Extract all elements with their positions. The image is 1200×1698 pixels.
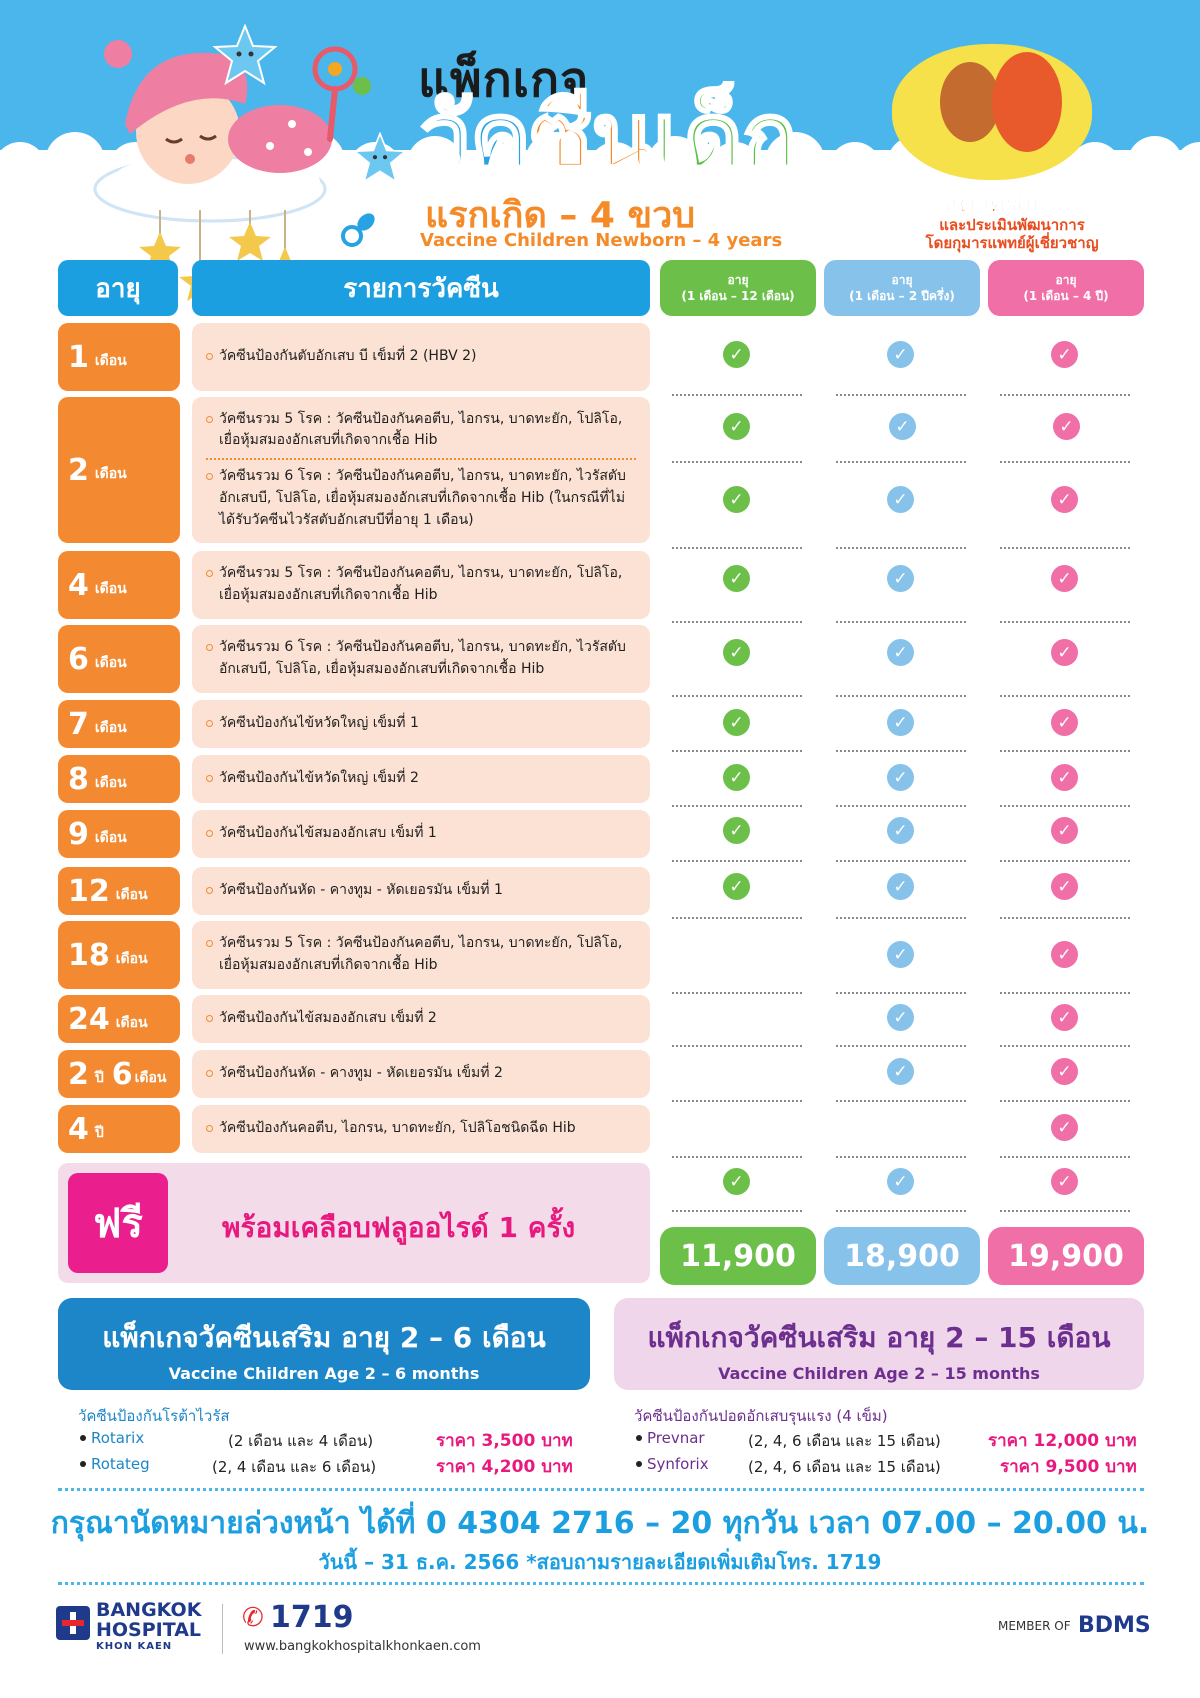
row-separator: [672, 805, 802, 807]
addon-title: แพ็กเกจวัคซีนเสริม อายุ 2 – 6 เดือน: [102, 1321, 546, 1354]
bullet-icon: [206, 1070, 213, 1077]
logo-line-2: HOSPITAL: [96, 1618, 202, 1641]
age-unit: เดือน: [115, 951, 148, 967]
vaccine-text: วัคซีนรวม 5 โรค : วัคซีนป้องกันคอตีบ, ไอกรน, บาดทะยัก, โปลิโอ, เยื่อหุ้มสมองอักเสบที่เกิดจากเชื้อ Hib: [219, 565, 623, 603]
addon-package-left: [58, 1298, 590, 1390]
row-separator: [1000, 547, 1130, 549]
check-icon: ✓: [723, 1168, 750, 1195]
check-icon: ✓: [887, 565, 914, 592]
row-separator: [1000, 750, 1130, 752]
bullet-icon: [206, 775, 213, 782]
age-unit: เดือน: [94, 830, 127, 846]
row-separator: [672, 1210, 802, 1212]
addon-title: แพ็กเกจวัคซีนเสริม อายุ 2 – 15 เดือน: [647, 1321, 1111, 1354]
age-cell: [58, 625, 180, 693]
bullet-icon: [206, 1125, 213, 1132]
row-separator: [836, 805, 966, 807]
row-separator: [1000, 805, 1130, 807]
sleeping-baby-illustration: [70, 14, 350, 234]
age-number-2: 6: [111, 1056, 133, 1092]
row-separator: [1000, 461, 1130, 463]
age-number: 6: [68, 641, 89, 677]
footer-divider: [222, 1604, 223, 1654]
check-icon: ✓: [1051, 1114, 1078, 1141]
row-separator: [672, 750, 802, 752]
addon-left-item-1: [80, 1429, 144, 1447]
age-number: 9: [68, 816, 89, 852]
row-separator: [836, 461, 966, 463]
phone-icon: ✆: [242, 1603, 264, 1633]
age-cell: [58, 995, 180, 1043]
row-separator: [1000, 695, 1130, 697]
column-head-package-2: [824, 260, 980, 316]
bullet-icon: [206, 830, 213, 837]
row-separator: [836, 917, 966, 919]
member-of-label: MEMBER OF: [998, 1619, 1071, 1633]
bullet-icon: [636, 1435, 642, 1441]
check-icon: ✓: [887, 1168, 914, 1195]
row-separator: [836, 750, 966, 752]
vaccine-cell: [192, 921, 650, 989]
addon-item-name: Rotarix: [91, 1429, 145, 1447]
hospital-logo-icon: [56, 1606, 90, 1640]
vaccine-item: [206, 1063, 636, 1085]
check-icon: ✓: [723, 341, 750, 368]
row-separator: [672, 917, 802, 919]
inject-subtitle-1: และประเมินพัฒนาการ: [939, 216, 1085, 234]
age-number: 1: [68, 339, 89, 375]
table-head-age: อายุ: [58, 260, 178, 316]
rattle-toy-icon: [310, 44, 380, 144]
row-separator: [672, 461, 802, 463]
check-icon: ✓: [723, 486, 750, 513]
column-head-range: (1 เดือน – 4 ปี): [1023, 289, 1109, 303]
addon-left-item-2: [80, 1455, 150, 1473]
age-cell: [58, 810, 180, 858]
bullet-icon: [206, 570, 213, 577]
check-icon: ✓: [1051, 1058, 1078, 1085]
age-unit: เดือน: [94, 655, 127, 671]
check-icon: ✓: [1051, 941, 1078, 968]
row-separator: [1000, 992, 1130, 994]
free-badge: ฟรี: [68, 1173, 168, 1273]
vaccine-separator: [206, 458, 636, 460]
check-icon: ✓: [1051, 873, 1078, 900]
age-unit: เดือน: [94, 775, 127, 791]
doctor-figure: [992, 52, 1062, 152]
dotted-divider: [58, 1582, 1144, 1585]
vaccine-text: วัคซีนป้องกันคอตีบ, ไอกรน, บาดทะยัก, โปลิโอชนิดฉีด Hib: [219, 1120, 576, 1137]
addon-right-item-1-schedule: (2, 4, 6 เดือน และ 15 เดือน): [748, 1432, 941, 1450]
inject-subtitle-2: โดยกุมารแพทย์ผู้เชี่ยวชาญ: [925, 234, 1099, 252]
appointment-text: กรุณานัดหมายล่วงหน้า ได้ที่ 0 4304 2716 – 20 ทุกวัน เวลา 07.00 – 20.00 น.: [50, 1506, 1150, 1541]
age-unit-2: เดือน: [134, 1070, 167, 1086]
table-head-vaccine-list: รายการวัคซีน: [192, 260, 650, 316]
row-separator: [1000, 860, 1130, 862]
child-figure: [940, 62, 1000, 142]
age-unit: ปี: [94, 1125, 104, 1141]
check-icon: ✓: [887, 486, 914, 513]
age-number: 4: [68, 1111, 89, 1147]
price-package-2: 18,900: [824, 1227, 980, 1285]
row-separator: [1000, 1210, 1130, 1212]
addon-right-heading: วัคซีนป้องกันปอดอักเสบรุนแรง (4 เข็ม): [634, 1407, 888, 1425]
check-icon: ✓: [889, 413, 916, 440]
doctor-illustration: [892, 44, 1092, 180]
check-icon: ✓: [1051, 639, 1078, 666]
check-icon: ✓: [723, 873, 750, 900]
row-separator: [672, 394, 802, 396]
vaccine-cell: [192, 397, 650, 543]
row-separator: [836, 621, 966, 623]
addon-left-item-2-price: ราคา 4,200 บาท: [436, 1457, 573, 1477]
row-separator: [672, 695, 802, 697]
validity-text: วันนี้ – 31 ธ.ค. 2566 *สอบถามรายละเอียดเพิ่มเติมโทร. 1719: [318, 1550, 882, 1574]
price-package-1: 11,900: [660, 1227, 816, 1285]
addon-left-heading: วัคซีนป้องกันโรต้าไวรัส: [78, 1407, 230, 1425]
addon-right-item-1-price: ราคา 12,000 บาท: [988, 1431, 1137, 1451]
addon-right-item-2: [636, 1455, 709, 1473]
vaccine-item: [206, 637, 636, 680]
title-age-range: แรกเกิด – 4 ขวบ: [425, 195, 696, 236]
age-number: 8: [68, 761, 89, 797]
bullet-icon: [206, 720, 213, 727]
check-icon: ✓: [723, 565, 750, 592]
row-separator: [1000, 394, 1130, 396]
age-unit: เดือน: [94, 720, 127, 736]
addon-right-item-2-price: ราคา 9,500 บาท: [1000, 1457, 1137, 1477]
vaccine-text: วัคซีนป้องกันไข้หวัดใหญ่ เข็มที่ 1: [219, 715, 419, 732]
title-children-vaccine: [420, 84, 798, 189]
age-number: 18: [68, 937, 110, 973]
star-face-icon: [212, 24, 278, 86]
bullet-icon: [636, 1461, 642, 1467]
age-cell: [58, 755, 180, 803]
row-separator: [672, 621, 802, 623]
vaccine-cell: [192, 700, 650, 748]
hospital-logo-text: [96, 1601, 201, 1641]
website-link[interactable]: www.bangkokhospitalkhonkaen.com: [244, 1639, 481, 1654]
check-icon: ✓: [723, 639, 750, 666]
row-separator: [836, 547, 966, 549]
check-icon: ✓: [1051, 764, 1078, 791]
addon-subtitle: Vaccine Children Age 2 – 15 months: [718, 1364, 1040, 1383]
row-separator: [672, 1100, 802, 1102]
row-separator: [672, 1156, 802, 1158]
check-icon: ✓: [1051, 709, 1078, 736]
vaccine-text: วัคซีนป้องกันไข้สมองอักเสบ เข็มที่ 1: [219, 825, 437, 842]
free-fluoride-text: พร้อมเคลือบฟลูออไรด์ 1 ครั้ง: [222, 1211, 576, 1244]
row-separator: [672, 547, 802, 549]
age-cell: [58, 1050, 180, 1098]
vaccine-text: วัคซีนป้องกันหัด - คางทูม - หัดเยอรมัน เข็มที่ 1: [219, 882, 503, 899]
vaccine-cell: [192, 867, 650, 915]
check-icon: ✓: [1053, 413, 1080, 440]
addon-left-item-1-price: ราคา 3,500 บาท: [436, 1431, 573, 1451]
age-number: 24: [68, 1001, 110, 1037]
bullet-icon: [206, 940, 213, 947]
check-icon: ✓: [887, 1004, 914, 1031]
vaccine-cell: [192, 323, 650, 391]
check-icon: ✓: [1051, 1004, 1078, 1031]
age-unit: เดือน: [115, 887, 148, 903]
addon-item-name: Synforix: [647, 1455, 709, 1473]
vaccine-item: [206, 1008, 636, 1030]
bdms-logo: BDMS: [1078, 1613, 1151, 1638]
row-separator: [836, 394, 966, 396]
column-head-label: อายุ: [1055, 272, 1077, 287]
check-icon: ✓: [1051, 486, 1078, 513]
phone-number: 1719: [270, 1600, 354, 1635]
check-icon: ✓: [1051, 817, 1078, 844]
row-separator: [1000, 1100, 1130, 1102]
bullet-icon: [80, 1435, 86, 1441]
dotted-divider: [58, 1488, 1144, 1491]
vaccine-item: [206, 563, 636, 606]
age-number: 12: [68, 873, 110, 909]
age-unit: เดือน: [94, 581, 127, 597]
row-separator: [1000, 621, 1130, 623]
vaccine-text: วัคซีนรวม 5 โรค : วัคซีนป้องกันคอตีบ, ไอกรน, บาดทะยัก, โปลิโอ, เยื่อหุ้มสมองอักเสบที่เกิดจากเชื้อ Hib: [219, 410, 623, 449]
vaccine-text: วัคซีนรวม 5 โรค : วัคซีนป้องกันคอตีบ, ไอกรน, บาดทะยัก, โปลิโอ, เยื่อหุ้มสมองอักเสบที่เกิดจากเชื้อ Hib: [219, 935, 623, 973]
row-separator: [836, 1045, 966, 1047]
column-head-package-1: [660, 260, 816, 316]
age-unit: ปี: [94, 1070, 104, 1086]
vaccine-item: [206, 346, 636, 368]
addon-package-right: [614, 1298, 1144, 1390]
vaccine-item: [206, 466, 636, 531]
vaccine-item: [206, 1118, 636, 1140]
vaccine-text: วัคซีนรวม 6 โรค : วัคซีนป้องกันคอตีบ, ไอกรน, บาดทะยัก, ไวรัสตับอักเสบบี, โปลิโอ, เยื่อหุ้มสมองอักเสบที่เกิดจากเชื้อ Hib: [219, 639, 626, 677]
age-cell: [58, 323, 180, 391]
title-part2: ซีน: [530, 84, 654, 189]
age-cell: [58, 551, 180, 619]
check-icon: ✓: [723, 709, 750, 736]
vaccine-cell: [192, 551, 650, 619]
vaccine-item: [206, 768, 636, 790]
vaccine-text: วัคซีนรวม 6 โรค : วัคซีนป้องกันคอตีบ, ไอกรน, บาดทะยัก, ไวรัสตับอักเสบบี, โปลิโอ, เยื่อหุ้มสมองอักเสบที่เกิดจากเชื้อ Hib (ในกรณีที่ไม่ได้รับวัคซีนไวรัสตับอักเสบบีที่อายุ 1 เดือน): [219, 468, 626, 528]
age-number: 4: [68, 567, 89, 603]
row-separator: [672, 1045, 802, 1047]
age-unit: เดือน: [115, 1015, 148, 1031]
vaccine-text: วัคซีนป้องกันหัด - คางทูม - หัดเยอรมัน เข็มที่ 2: [219, 1065, 503, 1082]
bullet-icon: [206, 473, 213, 480]
row-separator: [836, 1210, 966, 1212]
age-unit: เดือน: [94, 353, 127, 369]
age-cell: [58, 921, 180, 989]
age-number: 2: [68, 1056, 89, 1092]
pacifier-icon: [338, 206, 382, 250]
vaccine-item: [206, 933, 636, 976]
title-package: แพ็กเกจ: [418, 52, 590, 108]
check-icon: ✓: [1051, 341, 1078, 368]
vaccine-item: [206, 713, 636, 735]
row-separator: [836, 1100, 966, 1102]
bullet-icon: [206, 353, 213, 360]
bullet-icon: [80, 1461, 86, 1467]
addon-item-name: Rotateg: [91, 1455, 150, 1473]
addon-item-name: Prevnar: [647, 1429, 705, 1447]
title-english: Vaccine Children Newborn – 4 years: [420, 230, 783, 251]
vaccine-text: วัคซีนป้องกันไข้หวัดใหญ่ เข็มที่ 2: [219, 770, 419, 787]
vaccine-cell: [192, 755, 650, 803]
vaccine-text: วัคซีนป้องกันตับอักเสบ บี เข็มที่ 2 (HBV 2): [219, 348, 477, 365]
row-separator: [672, 992, 802, 994]
column-head-package-3: [988, 260, 1144, 316]
vaccine-text: วัคซีนป้องกันไข้สมองอักเสบ เข็มที่ 2: [219, 1010, 437, 1027]
row-separator: [1000, 917, 1130, 919]
bullet-icon: [206, 644, 213, 651]
check-icon: ✓: [887, 764, 914, 791]
column-head-label: อายุ: [891, 272, 913, 287]
age-cell: [58, 700, 180, 748]
row-separator: [672, 860, 802, 862]
addon-left-item-2-schedule: (2, 4 เดือน และ 6 เดือน): [212, 1458, 377, 1476]
check-icon: ✓: [723, 413, 750, 440]
row-separator: [836, 695, 966, 697]
price-package-3: 19,900: [988, 1227, 1144, 1285]
addon-right-item-2-schedule: (2, 4, 6 เดือน และ 15 เดือน): [748, 1458, 941, 1476]
check-icon: ✓: [1051, 565, 1078, 592]
check-icon: ✓: [887, 1058, 914, 1085]
inject-title: ฉีดวัคซีน: [942, 189, 1041, 218]
logo-branch: KHON KAEN: [96, 1641, 173, 1652]
check-icon: ✓: [887, 873, 914, 900]
row-separator: [836, 992, 966, 994]
vaccine-cell: [192, 1050, 650, 1098]
bullet-icon: [206, 1015, 213, 1022]
age-cell: [58, 1105, 180, 1153]
addon-subtitle: Vaccine Children Age 2 – 6 months: [168, 1364, 480, 1383]
title-part3: เด็ก: [653, 84, 798, 189]
check-icon: ✓: [723, 764, 750, 791]
check-icon: ✓: [1051, 1168, 1078, 1195]
check-icon: ✓: [887, 341, 914, 368]
age-number: 7: [68, 706, 89, 742]
vaccine-item: [206, 409, 636, 452]
addon-left-item-1-schedule: (2 เดือน และ 4 เดือน): [228, 1432, 374, 1450]
vaccine-cell: [192, 810, 650, 858]
column-head-range: (1 เดือน – 12 เดือน): [681, 289, 795, 303]
check-icon: ✓: [887, 639, 914, 666]
age-unit: เดือน: [94, 466, 127, 482]
age-cell: [58, 867, 180, 915]
row-separator: [836, 1156, 966, 1158]
logo-line-1: BANGKOK: [96, 1599, 202, 1621]
vaccine-cell: [192, 625, 650, 693]
row-separator: [836, 860, 966, 862]
column-head-label: อายุ: [727, 272, 749, 287]
bullet-icon: [206, 887, 213, 894]
vaccine-cell: [192, 995, 650, 1043]
title-part1: วัค: [420, 84, 531, 189]
row-separator: [1000, 1045, 1130, 1047]
check-icon: ✓: [723, 817, 750, 844]
age-cell: [58, 397, 180, 543]
check-icon: ✓: [887, 709, 914, 736]
row-separator: [1000, 1156, 1130, 1158]
age-number: 2: [68, 452, 89, 488]
addon-right-item-1: [636, 1429, 705, 1447]
check-icon: ✓: [887, 941, 914, 968]
vaccine-item: [206, 823, 636, 845]
bullet-icon: [206, 416, 213, 423]
check-icon: ✓: [887, 817, 914, 844]
vaccine-item: [206, 880, 636, 902]
vaccine-cell: [192, 1105, 650, 1153]
column-head-range: (1 เดือน – 2 ปีครึ่ง): [849, 289, 955, 303]
